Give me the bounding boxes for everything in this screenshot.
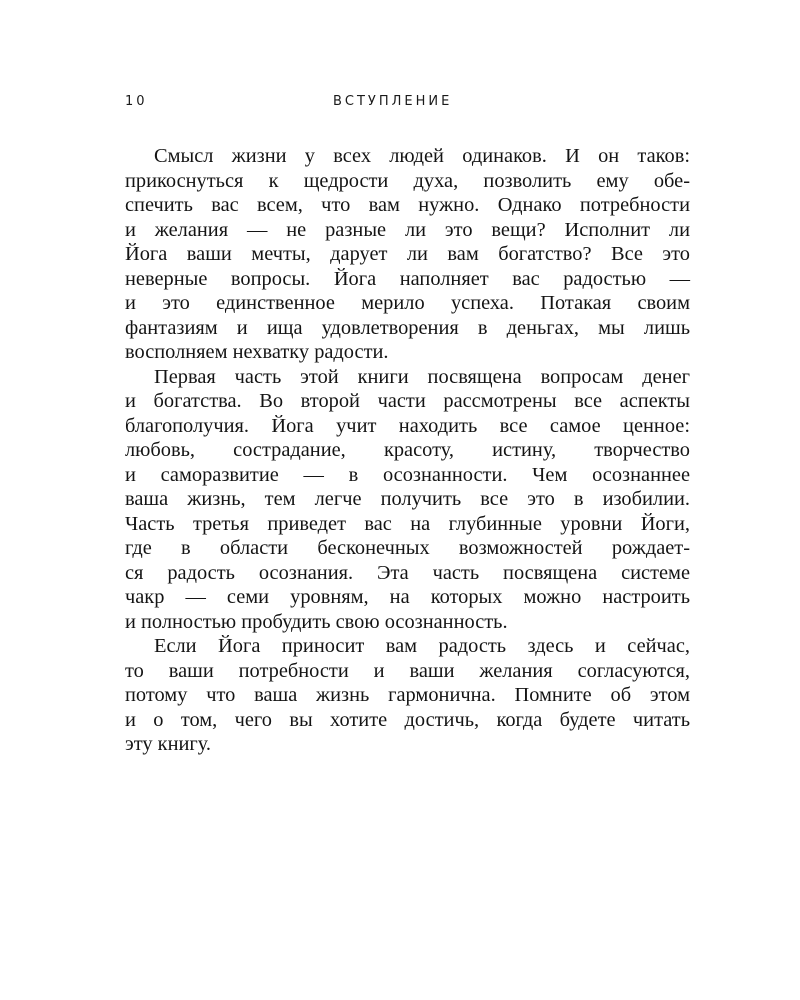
running-head (125, 94, 690, 114)
text-line: Смысл жизни у всех людей одинаков. И он таков: (154, 145, 690, 167)
text-line: и богатства. Во второй части рассмотрены все аспекты (125, 390, 690, 412)
paragraph-2 (125, 365, 690, 635)
text-line: ваша жизнь, тем легче получить все это в изобилии. (125, 488, 690, 510)
text-line: Йога ваши мечты, дарует ли вам богатство? Все это (125, 243, 690, 265)
text-line: потому что ваша жизнь гармонична. Помните об этом (125, 684, 690, 706)
text-line: эту книгу. (125, 733, 212, 755)
text-line: где в области бесконечных возможностей рождает- (125, 537, 690, 559)
text-line: ся радость осознания. Эта часть посвящена системе (125, 561, 690, 584)
paragraph-1 (125, 144, 690, 365)
chapter-title: ВСТУПЛЕНИЕ (333, 94, 453, 109)
text-line: Первая часть этой книги посвящена вопросам денег (154, 365, 690, 388)
page-number: 10 (125, 94, 148, 109)
text-line: восполняем нехватку радости. (125, 341, 389, 363)
text-line: фантазиям и ища удовлетворения в деньгах, мы лишь (125, 316, 690, 339)
body-text (125, 144, 690, 757)
text-line: и саморазвитие — в осознанности. Чем осознаннее (125, 463, 690, 486)
text-line: чакр — семи уровням, на которых можно настроить (125, 586, 690, 608)
text-line: прикоснуться к щедрости духа, позволить ему обе- (125, 169, 690, 192)
text-line: неверные вопросы. Йога наполняет вас радостью — (125, 267, 690, 290)
text-line: любовь, сострадание, красоту, истину, творчество (125, 439, 690, 461)
text-line: и о том, чего вы хотите достичь, когда будете читать (125, 708, 690, 731)
text-line: и это единственное мерило успеха. Потакая своим (125, 292, 690, 314)
text-line: и полностью пробудить свою осознанность. (125, 610, 508, 633)
text-line: спечить вас всем, что вам нужно. Однако потребности (125, 194, 690, 216)
text-line: благополучия. Йога учит находить все самое ценное: (125, 414, 690, 437)
paragraph-3 (125, 634, 690, 757)
text-line: Если Йога приносит вам радость здесь и сейчас, (154, 635, 690, 657)
text-line: то ваши потребности и ваши желания согласуются, (125, 659, 690, 682)
text-line: Часть третья приведет вас на глубинные уровни Йоги, (125, 512, 690, 535)
text-line: и желания — не разные ли это вещи? Исполнит ли (125, 218, 690, 241)
